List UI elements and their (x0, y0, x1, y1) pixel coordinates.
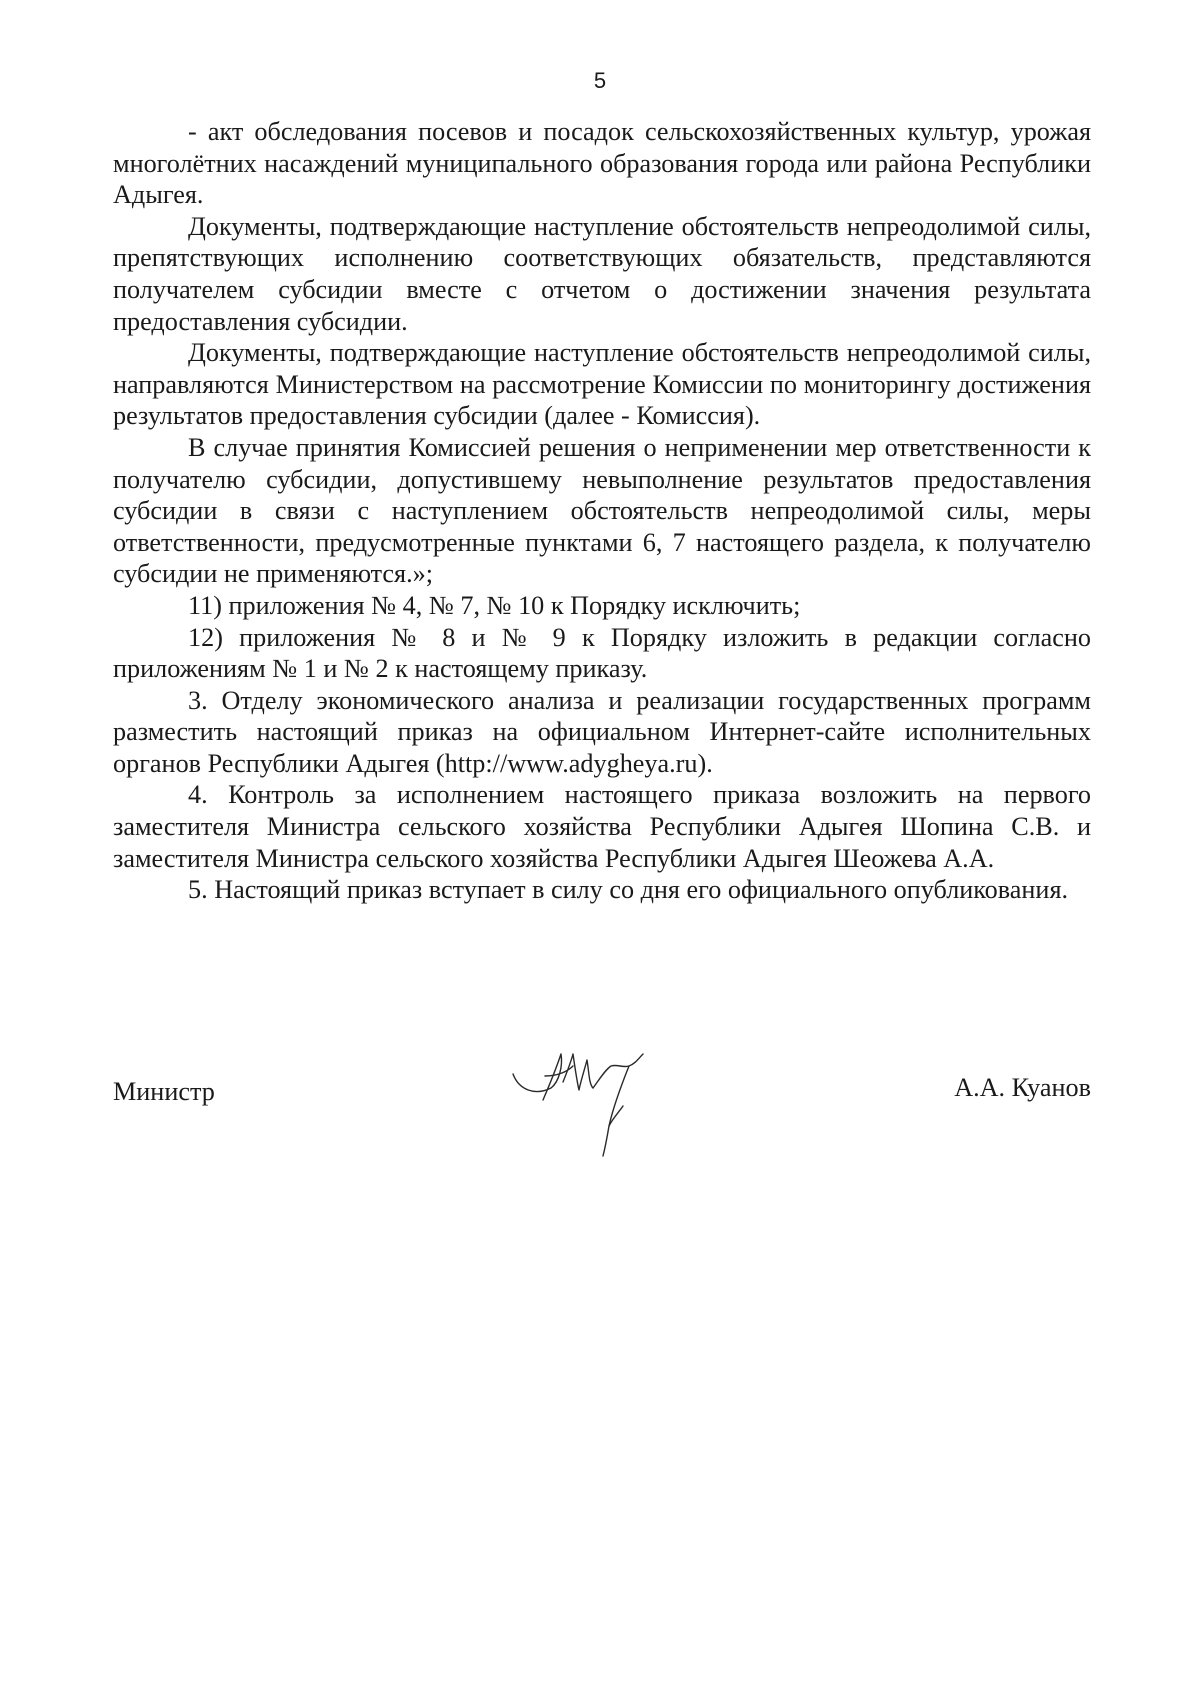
signatory-name: А.А. Куанов (954, 1073, 1091, 1102)
paragraph-item-11: 11) приложения № 4, № 7, № 10 к Порядку исключить; (188, 590, 801, 620)
paragraph-item-12: 12) приложения № 8 и № 9 к Порядку изложить в редакции согласно приложениям № 1 и № 2 к настоящему приказу. (113, 622, 1091, 684)
paragraph-commission-decision: В случае принятия Комиссией решения о неприменении мер ответственности к получателю субсидии, допустившему невыполнение результатов предоставления субсидии в связи с наступлением обстоятельств непреодолимой силы, меры ответственности, предусмотренные пунктами 6, 7 настоящего раздела, к получателю субсидии не применяются.»; (113, 432, 1091, 589)
page-number: 5 (593, 68, 607, 93)
paragraph-item-5-effective-date: 5. Настоящий приказ вступает в силу со дня его официального опубликования. (188, 875, 1069, 905)
paragraph-item-4-control: 4. Контроль за исполнением настоящего приказа возложить на первого заместителя Министра сельского хозяйства Республики Адыгея Шопина С.В. и заместителя Министра сельского хозяйства Республики Адыгея Шеожева А.А. (113, 780, 1091, 873)
document-body (113, 116, 1091, 906)
signature-block (113, 1046, 1091, 1156)
handwritten-signature (505, 1046, 655, 1158)
paragraph-inspection-act: - акт обследования посевов и посадок сельскохозяйственных культур, урожая многолётних насаждений муниципального образования города или района Республики Адыгея. (113, 117, 1091, 210)
paragraph-force-majeure-documents-commission: Документы, подтверждающие наступление обстоятельств непреодолимой силы, направляются Министерством на рассмотрение Комиссии по мониторингу достижения результатов предоставления субсидии (далее - Комиссия). (113, 338, 1091, 431)
paragraph-force-majeure-documents-submitted: Документы, подтверждающие наступление обстоятельств непреодолимой силы, препятствующих исполнению соответствующих обязательств, представляются получателем субсидии вместе с отчетом о достижении значения результата предоставления субсидии. (113, 211, 1091, 336)
signatory-title: Министр (113, 1077, 215, 1106)
paragraph-item-3-publication: 3. Отделу экономического анализа и реализации государственных программ разместить настоящий приказ на официальном Интернет-сайте исполнительных органов Республики Адыгея (http://www.adygheya.ru). (113, 685, 1091, 778)
